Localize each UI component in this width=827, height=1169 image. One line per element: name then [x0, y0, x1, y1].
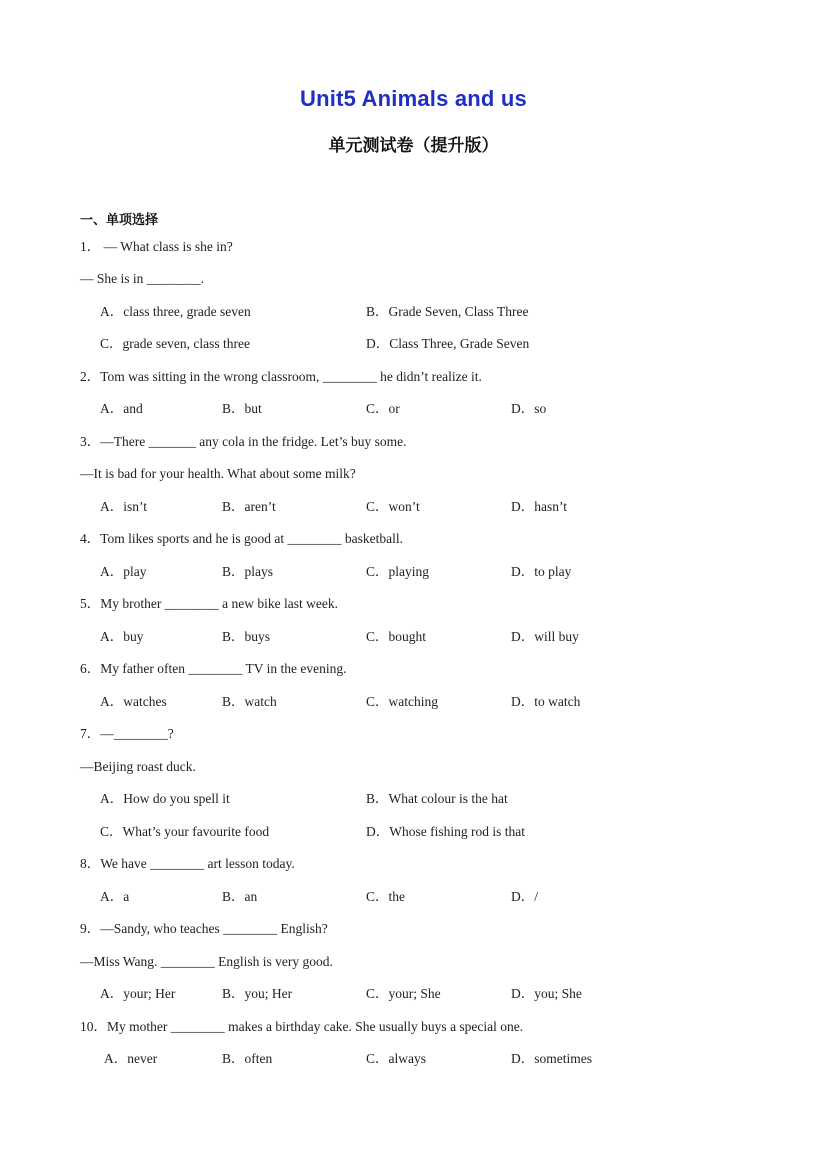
question-5-option-c[interactable]: C．bought — [366, 629, 427, 644]
question-7-option-b[interactable]: B．What colour is the hat — [366, 791, 508, 806]
question-1-stem-line-1: 1． — What class is she in? — [80, 239, 233, 254]
question-9-option-c[interactable]: C．your; She — [366, 986, 441, 1001]
question-9-option-d[interactable]: D．you; She — [511, 986, 582, 1001]
question-3-option-d[interactable]: D．hasn’t — [511, 499, 567, 514]
question-4-option-b[interactable]: B．plays — [222, 564, 274, 579]
question-9-stem-line-1: 9．—Sandy, who teaches ________ English? — [80, 921, 328, 936]
page-title: Unit5 Animals and us — [300, 86, 527, 111]
question-3-option-c[interactable]: C．won’t — [366, 499, 420, 514]
question-2-option-d[interactable]: D．so — [511, 401, 547, 416]
question-3-stem-line-1: 3．—There _______ any cola in the fridge. Let’s buy some. — [80, 434, 407, 449]
question-3-stem-line-2: —It is bad for your health. What about some milk? — [80, 466, 356, 481]
question-5-option-d[interactable]: D．will buy — [511, 629, 579, 644]
question-10-stem: 10．My mother ________ makes a birthday cake. She usually buys a special one. — [80, 1019, 524, 1034]
question-7-option-a[interactable]: A．How do you spell it — [100, 791, 230, 806]
question-4-option-d[interactable]: D．to play — [511, 564, 572, 579]
question-1-stem-line-2: — She is in ________. — [80, 271, 205, 286]
question-3-option-a[interactable]: A．isn’t — [100, 499, 148, 514]
question-7-option-c[interactable]: C．What’s your favourite food — [100, 824, 270, 839]
question-6-option-b[interactable]: B．watch — [222, 694, 277, 709]
question-9-stem-line-2: —Miss Wang. ________ English is very good. — [80, 954, 333, 969]
question-6-option-a[interactable]: A．watches — [100, 694, 167, 709]
question-1-option-d[interactable]: D．Class Three, Grade Seven — [366, 336, 530, 351]
question-5-stem: 5．My brother ________ a new bike last week. — [80, 596, 338, 611]
question-5-option-a[interactable]: A．buy — [100, 629, 144, 644]
question-7-option-d[interactable]: D．Whose fishing rod is that — [366, 824, 525, 839]
question-6-option-d[interactable]: D．to watch — [511, 694, 581, 709]
question-8-option-b[interactable]: B．an — [222, 889, 258, 904]
question-1-option-a[interactable]: A．class three, grade seven — [100, 304, 251, 319]
question-2-option-a[interactable]: A．and — [100, 401, 143, 416]
question-2-stem: 2．Tom was sitting in the wrong classroom, ________ he didn’t realize it. — [80, 369, 482, 384]
question-6-option-c[interactable]: C．watching — [366, 694, 438, 709]
question-7-stem-line-2: —Beijing roast duck. — [80, 759, 196, 774]
question-2-option-b[interactable]: B．but — [222, 401, 262, 416]
question-8-option-c[interactable]: C．the — [366, 889, 405, 904]
question-8-option-a[interactable]: A．a — [100, 889, 130, 904]
question-10-option-b[interactable]: B．often — [222, 1051, 273, 1066]
question-8-option-d[interactable]: D．/ — [511, 889, 538, 904]
question-4-stem: 4．Tom likes sports and he is good at ________ basketball. — [80, 531, 404, 546]
question-9-option-b[interactable]: B．you; Her — [222, 986, 293, 1001]
question-10-option-d[interactable]: D．sometimes — [511, 1051, 592, 1066]
question-5-option-b[interactable]: B．buys — [222, 629, 271, 644]
question-10-option-c[interactable]: C．always — [366, 1051, 426, 1066]
question-6-stem: 6．My father often ________ TV in the evening. — [80, 661, 347, 676]
question-7-stem-line-1: 7．—________? — [80, 726, 174, 741]
section-heading: 一、单项选择 — [80, 213, 159, 228]
question-1-option-c[interactable]: C．grade seven, class three — [100, 336, 250, 351]
page-subtitle: 单元测试卷（提升版） — [328, 136, 499, 156]
question-1-option-b[interactable]: B．Grade Seven, Class Three — [366, 304, 529, 319]
question-4-option-a[interactable]: A．play — [100, 564, 147, 579]
question-3-option-b[interactable]: B．aren’t — [222, 499, 276, 514]
question-9-option-a[interactable]: A．your; Her — [100, 986, 176, 1001]
question-8-stem: 8．We have ________ art lesson today. — [80, 856, 295, 871]
question-4-option-c[interactable]: C．playing — [366, 564, 429, 579]
question-10-option-a[interactable]: A．never — [104, 1051, 158, 1066]
question-2-option-c[interactable]: C．or — [366, 401, 400, 416]
